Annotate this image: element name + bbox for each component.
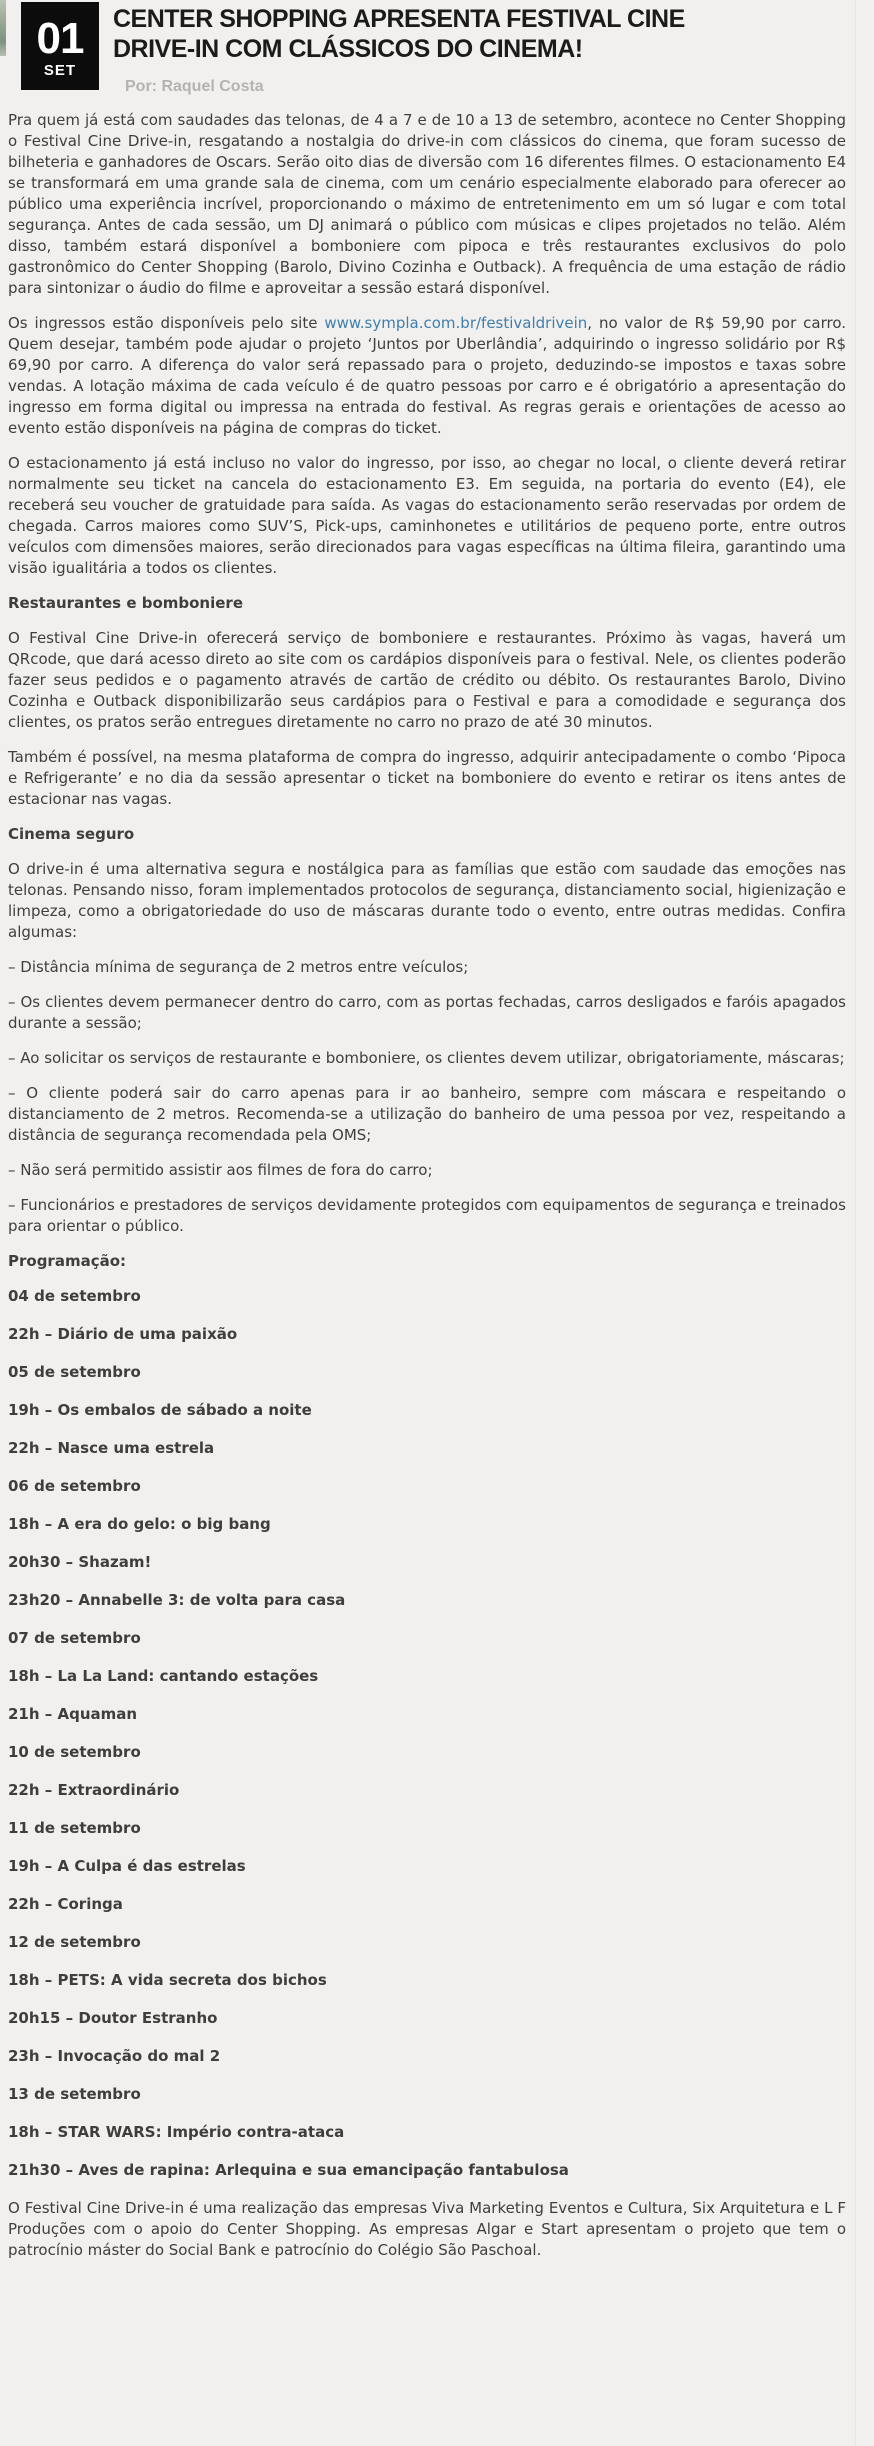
page-title-line2: DRIVE-IN COM CLÁSSICOS DO CINEMA!: [113, 35, 583, 63]
restaurants-heading: Restaurantes e bomboniere: [8, 594, 243, 612]
tickets-text-before-link: Os ingressos estão disponíveis pelo site: [8, 314, 325, 332]
tickets-paragraph: [8, 313, 846, 439]
article-body: [8, 110, 846, 2261]
schedule-item: 18h – A era do gelo: o big bang: [8, 1515, 271, 1533]
schedule-item: 23h – Invocação do mal 2: [8, 2047, 221, 2065]
safety-list-item: – Distância mínima de segurança de 2 metros entre veículos;: [8, 958, 469, 976]
schedule-item: 23h20 – Annabelle 3: de volta para casa: [8, 1591, 346, 1609]
schedule-item: 10 de setembro: [8, 1743, 141, 1761]
intro-paragraph: Pra quem já está com saudades das telonas, de 4 a 7 e de 10 a 13 de setembro, acontece no Center Shopping o Festival Cine Drive-in, resgatando a nostalgia do drive-in com clássicos do cinema, que foram sucesso de bilheteria e ganhadores de Oscars. Serão oito dias de diversão com 16 diferentes filmes. O estacionamento E4 se transformará em uma grande sala de cinema, com um cenário especialmente elaborado para oferecer ao público uma experiência incrível, proporcionando o máximo de entretenimento em um só lugar e com total segurança. Antes de cada sessão, um DJ animará o público com músicas e clipes projetados no telão. Além disso, também estará disponível a bomboniere com pipoca e três restaurantes exclusivos do polo gastronômico do Center Shopping (Barolo, Divino Cozinha e Outback). A frequência de uma estação de rádio para sintonizar o áudio do filme e aproveitar a sessão estará disponível.: [8, 111, 846, 297]
safety-list: [8, 957, 846, 1237]
schedule-item: 22h – Nasce uma estrela: [8, 1439, 215, 1457]
date-badge-month: SET: [43, 62, 77, 79]
safety-heading: Cinema seguro: [8, 825, 135, 843]
safety-list-item: – O cliente poderá sair do carro apenas para ir ao banheiro, sempre com máscara e respeitando o distanciamento de 2 metros. Recomenda-se a utilização do banheiro de uma pessoa por vez, respeitando a distância de segurança recomendada pela OMS;: [8, 1084, 846, 1144]
restaurants-paragraph: O Festival Cine Drive-in oferecerá serviço de bomboniere e restaurantes. Próximo às vagas, haverá um QRcode, que dará acesso direto ao site com os cardápios disponíveis para o festival. Nele, os clientes poderão fazer seus pedidos e o pagamento através de cartão de crédito ou débito. Os restaurantes Barolo, Divino Cozinha e Outback disponibilizarão seus cardápios para o Festival e para a comodidade e segurança dos clientes, os pratos serão entregues diretamente no carro no prazo de até 30 minutos.: [8, 629, 846, 731]
schedule-item: 18h – STAR WARS: Império contra-ataca: [8, 2123, 345, 2141]
page-title: [113, 2, 813, 64]
schedule-item: 18h – PETS: A vida secreta dos bichos: [8, 1971, 327, 1989]
schedule-item: 04 de setembro: [8, 1287, 141, 1305]
schedule-item: 19h – Os embalos de sábado a noite: [8, 1401, 312, 1419]
schedule-item: 21h – Aquaman: [8, 1705, 138, 1723]
schedule-item: 20h30 – Shazam!: [8, 1553, 152, 1571]
schedule-list: [8, 1286, 846, 2181]
article-header: [8, 2, 846, 98]
schedule-item: 22h – Diário de uma paixão: [8, 1325, 238, 1343]
safety-list-item: – Ao solicitar os serviços de restaurante e bomboniere, os clientes devem utilizar, obrigatoriamente, máscaras;: [8, 1049, 845, 1067]
parking-paragraph: O estacionamento já está incluso no valor do ingresso, por isso, ao chegar no local, o cliente deverá retirar normalmente seu ticket na cancela do estacionamento E3. Em seguida, na portaria do evento (E4), ele receberá seu voucher de gratuidade para saída. As vagas do estacionamento serão reservadas por ordem de chegada. Carros maiores como SUV’S, Pick-ups, caminhonetes e utilitários de pequeno porte, entre outros veículos com dimensões maiores, serão direcionados para vagas específicas na última fileira, garantindo uma visão igualitária a todos os clientes.: [8, 454, 846, 577]
closing-paragraph: O Festival Cine Drive-in é uma realização das empresas Viva Marketing Eventos e Cultura, Six Arquitetura e L F Produções com o apoio do Center Shopping. As empresas Algar e Start apresentam o projeto que tem o patrocínio máster do Social Bank e patrocínio do Colégio São Paschoal.: [8, 2199, 846, 2259]
schedule-item: 07 de setembro: [8, 1629, 141, 1647]
safety-list-item: – Não será permitido assistir aos filmes de fora do carro;: [8, 1161, 433, 1179]
schedule-item: 11 de setembro: [8, 1819, 141, 1837]
safety-paragraph: O drive-in é uma alternativa segura e nostálgica para as famílias que estão com saudade das emoções nas telonas. Pensando nisso, foram implementados protocolos de segurança, distanciamento social, higienização e limpeza, como a obrigatoriedade do uso de máscaras durante todo o evento, entre outras medidas. Confira algumas:: [8, 860, 846, 941]
schedule-item: 06 de setembro: [8, 1477, 141, 1495]
page-edge-image-sliver: [0, 0, 6, 56]
schedule-heading: Programação:: [8, 1252, 127, 1270]
date-badge-day: 01: [36, 14, 84, 63]
schedule-item: 13 de setembro: [8, 2085, 141, 2103]
combo-paragraph: Também é possível, na mesma plataforma de compra do ingresso, adquirir antecipadamente o combo ‘Pipoca e Refrigerante’ e no dia da sessão apresentar o ticket na bomboniere do evento e retirar os itens antes de estacionar nas vagas.: [8, 748, 846, 808]
safety-list-item: – Os clientes devem permanecer dentro do carro, com as portas fechadas, carros desligados e faróis apagados durante a sessão;: [8, 993, 846, 1032]
tickets-text-after-link: , no valor de R$ 59,90 por carro. Quem desejar, também pode ajudar o projeto ‘Juntos por Uberlândia’, adquirindo o ingresso solidário por R$ 69,90 por carro. A diferença do valor será repassado para o projeto, deduzindo-se impostos e taxas sobre vendas. A lotação máxima de cada veículo é de quatro pessoas por carro e é obrigatório a apresentação do ingresso em forma digital ou impressa na entrada do festival. As regras gerais e orientações de acesso ao evento estão disponíveis na página de compras do ticket.: [8, 314, 846, 437]
schedule-item: 19h – A Culpa é das estrelas: [8, 1857, 246, 1875]
schedule-item: 21h30 – Aves de rapina: Arlequina e sua emancipação fantabulosa: [8, 2161, 569, 2179]
schedule-item: 22h – Extraordinário: [8, 1781, 180, 1799]
byline: Por: Raquel Costa: [125, 78, 264, 95]
date-badge: [21, 2, 99, 90]
sympla-link[interactable]: www.sympla.com.br/festivaldrivein: [324, 314, 588, 332]
page-title-line1: CENTER SHOPPING APRESENTA FESTIVAL CINE: [113, 5, 685, 33]
schedule-item: 05 de setembro: [8, 1363, 141, 1381]
schedule-item: 12 de setembro: [8, 1933, 141, 1951]
safety-list-item: – Funcionários e prestadores de serviços devidamente protegidos com equipamentos de segurança e treinados para orientar o público.: [8, 1196, 846, 1235]
schedule-item: 18h – La La Land: cantando estações: [8, 1667, 319, 1685]
schedule-item: 20h15 – Doutor Estranho: [8, 2009, 218, 2027]
schedule-item: 22h – Coringa: [8, 1895, 123, 1913]
